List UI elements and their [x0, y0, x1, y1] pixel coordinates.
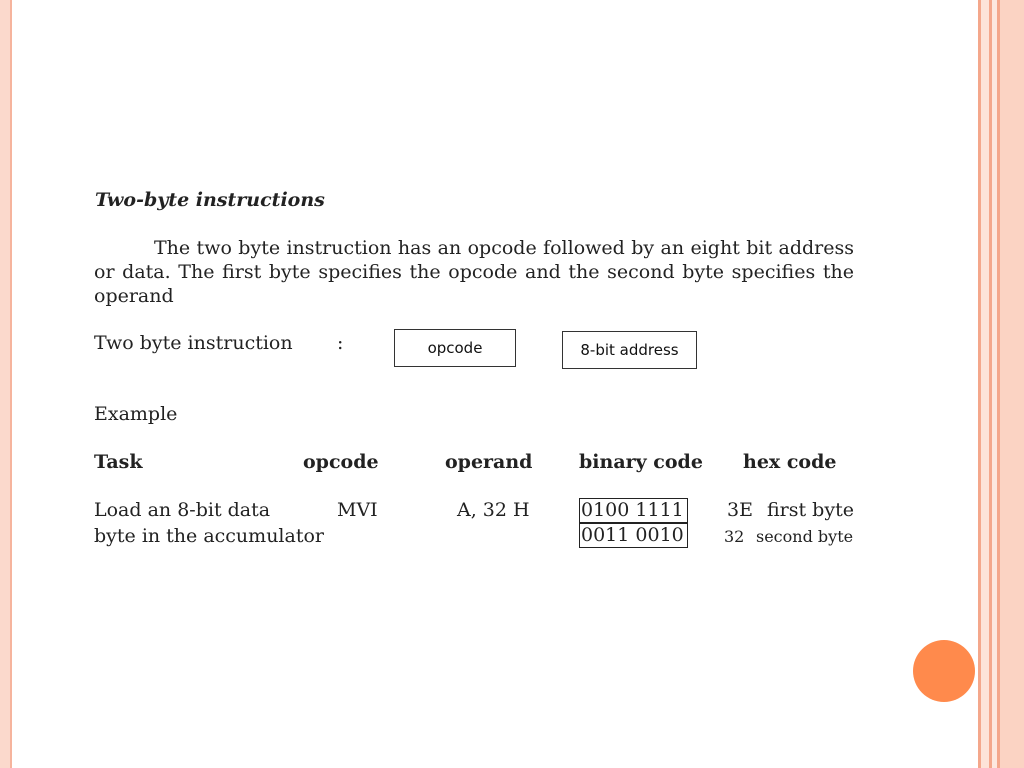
binary-byte-2: 0011 0010 [579, 523, 688, 548]
task-line-1: Load an 8-bit data [94, 499, 271, 521]
header-hex: hex code [743, 451, 837, 473]
header-task: Task [94, 451, 143, 473]
binary-byte-1: 0100 1111 [579, 498, 688, 523]
section-heading: Two-byte instructions [95, 189, 325, 211]
row-opcode: MVI [337, 499, 378, 521]
hex-byte-1-note: first byte [767, 499, 854, 521]
row-operand: A, 32 H [457, 499, 530, 521]
format-colon: : [337, 332, 344, 354]
left-border-stripe [0, 0, 10, 768]
hex-byte-1: 3E [727, 499, 753, 521]
format-label: Two byte instruction [94, 332, 293, 354]
header-opcode: opcode [303, 451, 379, 473]
decorative-circle [913, 640, 975, 702]
description-paragraph: The two byte instruction has an opcode followed by an eight bit address or data. The first byte specifies the opcode and the second byte specifies the operand [94, 237, 854, 307]
header-operand: operand [445, 451, 533, 473]
right-border-band [1000, 0, 1024, 768]
hex-byte-2-note: second byte [756, 527, 854, 546]
header-binary: binary code [579, 451, 703, 473]
right-border-band [981, 0, 989, 768]
address-box: 8-bit address [562, 331, 697, 369]
task-line-2: byte in the accumulator [94, 525, 324, 547]
opcode-box: opcode [394, 329, 516, 367]
hex-byte-2: 32 [724, 527, 745, 546]
example-label: Example [94, 403, 178, 425]
left-border-line [10, 0, 12, 768]
